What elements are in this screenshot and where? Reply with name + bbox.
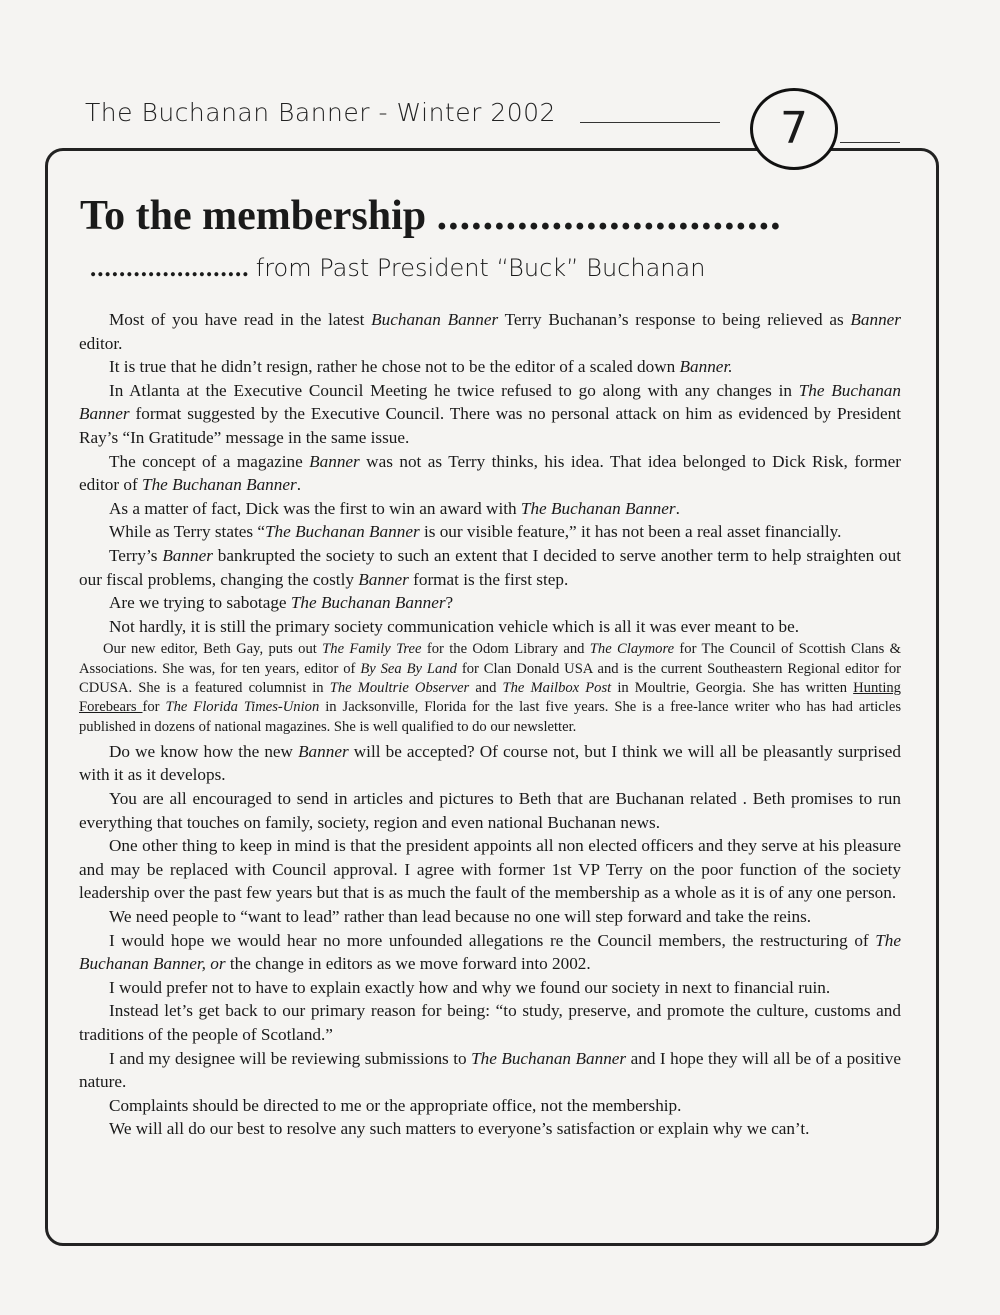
paragraph-text: Complaints should be directed to me or the appropriate office, not the membership. — [109, 1095, 682, 1115]
paragraph-text: As a matter of fact, Dick was the first to win an award with — [109, 498, 521, 518]
paragraph-text: format suggested by the Executive Council. There was no personal attack on him as evidenced by President Ray’s “In Gratitude” message in the same issue. — [79, 404, 901, 447]
article-paragraph — [79, 520, 901, 544]
frame-rule — [840, 142, 900, 143]
article-paragraph — [79, 615, 901, 639]
italic-title-text: By Sea By Land — [360, 660, 457, 677]
article-body — [79, 308, 901, 1141]
article-paragraph — [79, 497, 901, 521]
article-byline — [90, 254, 705, 283]
article-paragraph — [79, 544, 901, 591]
byline-text: from Past President “Buck” Buchanan — [255, 254, 706, 282]
article-paragraph — [79, 379, 901, 450]
byline-leader-dots: ...................... — [90, 255, 250, 282]
article-paragraph — [79, 591, 901, 615]
italic-title-text: Banner. — [679, 357, 733, 377]
paragraph-text: One other thing to keep in mind is that the president appoints all non elected officers and they serve at his pleasure and may be replaced with Council approval. I agree with former 1st VP Terry on the poor function of the society leadership over the past few years but that is as much the fault of the membership as a whole as it is of any one person. — [79, 836, 901, 903]
paragraph-text: You are all encouraged to send in articles and pictures to Beth that are Buchanan related . Beth promises to run everything that touches on family, society, region and even national Buchanan news. — [79, 788, 901, 832]
article-paragraph — [79, 1094, 901, 1118]
paragraph-text: We will all do our best to resolve any such matters to everyone’s satisfaction or explain why we can’t. — [109, 1119, 810, 1139]
italic-title-text: The Buchanan Banner — [142, 475, 297, 495]
article-paragraph — [79, 787, 901, 834]
paragraph-text: Most of you have read in the latest — [109, 310, 372, 329]
paragraph-text: for The Council of Scottish Clans & Associations. She was, for ten years, editor of — [79, 641, 901, 677]
paragraph-text: The concept of a magazine — [109, 451, 310, 471]
paragraph-text: . — [296, 475, 301, 495]
title-text: To the membership — [80, 193, 427, 239]
paragraph-text: will be accepted? Of course not, but I think we will all be pleasantly surprised with it as it develops. — [79, 741, 901, 785]
underlined-title-text: Hunting Forebears — [79, 679, 901, 716]
article-paragraph — [79, 1117, 901, 1141]
editor-bio-paragraph — [79, 640, 901, 736]
paragraph-text: I and my designee will be reviewing submissions to — [109, 1048, 472, 1068]
paragraph-text: for Clan Donald USA and is the current Southeastern Regional editor for CDUSA. She is a featured columnist in — [79, 660, 901, 696]
paragraph-text: format is the first step. — [408, 569, 569, 589]
paragraph-text: bankrupted the society to such an extent that I decided to serve another term to help straighten out our fiscal problems, changing the costly — [79, 545, 901, 589]
paragraph-text: Terry’s — [109, 545, 163, 565]
paragraph-text: I would hope we would hear no more unfounded allegations re the Council members, the restructuring of — [109, 930, 876, 950]
article-paragraph — [79, 308, 901, 355]
paragraph-text: Not hardly, it is still the primary society communication vehicle which is all it was ever meant to be. — [109, 616, 800, 636]
italic-title-text: The Buchanan Banner — [520, 498, 676, 518]
paragraph-text: We need people to “want to lead” rather than lead because no one will step forward and take the reins. — [109, 906, 812, 926]
paragraph-text: for the Odom Library and — [421, 641, 590, 658]
page-number: 7 — [750, 88, 838, 170]
italic-title-text: Banner — [162, 545, 213, 565]
italic-title-text: Banner — [309, 451, 360, 471]
article-paragraph — [79, 929, 901, 976]
paragraph-text: Do we know how the new — [109, 741, 299, 761]
italic-title-text: The Buchanan Banner — [471, 1048, 627, 1068]
paragraph-text: In Atlanta at the Executive Council Meeting he twice refused to go along with any changes in — [109, 380, 799, 400]
article-title — [80, 192, 782, 240]
article-paragraph — [79, 905, 901, 929]
running-header: The Buchanan Banner - Winter 2002 — [85, 98, 556, 127]
italic-title-text: Banner — [358, 569, 409, 589]
italic-title-text: The Moultrie Observer — [329, 679, 470, 696]
paragraph-text: ? — [445, 593, 454, 613]
italic-title-text: Banner — [850, 310, 901, 329]
paragraph-text: I would prefer not to have to explain exactly how and why we found our society in next to financial ruin. — [109, 977, 831, 997]
italic-title-text: The Mailbox Post — [502, 679, 612, 696]
article-paragraph — [79, 999, 901, 1046]
italic-title-text: The Buchanan Banner — [264, 522, 420, 542]
article-paragraph — [79, 834, 901, 905]
article-paragraph — [79, 740, 901, 787]
italic-title-text: The Buchanan Banner — [290, 593, 446, 613]
paragraph-text: and I hope they will all be of a positive nature. — [79, 1048, 901, 1092]
title-leader-dots: .............................. — [436, 193, 782, 239]
paragraph-text: for — [142, 699, 166, 716]
paragraph-text: the change in editors as we move forward into 2002. — [225, 954, 591, 974]
paragraph-text: Terry Buchanan’s response to being relieved as — [498, 310, 851, 329]
paragraph-text: and — [469, 679, 503, 696]
paragraph-text: Our new editor, Beth Gay, puts out — [103, 641, 323, 658]
article-paragraph — [79, 1047, 901, 1094]
paragraph-text: Instead let’s get back to our primary reason for being: “to study, preserve, and promote the culture, customs and traditions of the people of Scotland.” — [79, 1001, 901, 1044]
italic-title-text: The Family Tree — [322, 641, 422, 658]
italic-title-text: The Buchanan Banner — [79, 380, 901, 424]
paragraph-text: in Jacksonville, Florida for the last five years. She is a free-lance writer who has had articles published in dozens of national magazines. She is well qualified to do our newsletter. — [79, 699, 901, 735]
paragraph-text: editor. — [79, 333, 123, 353]
article-paragraph — [79, 976, 901, 1000]
italic-title-text: Buchanan Banner — [371, 310, 499, 329]
paragraph-text: . — [675, 498, 680, 518]
italic-title-text: The Buchanan Banner, or — [79, 930, 901, 974]
paragraph-text: Are we trying to sabotage — [109, 593, 291, 613]
italic-title-text: The Florida Times-Union — [165, 699, 320, 716]
header-rule — [580, 122, 720, 123]
paragraph-text: It is true that he didn’t resign, rather he chose not to be the editor of a scaled down — [109, 357, 680, 377]
italic-title-text: Banner — [298, 741, 349, 761]
paragraph-text: is our visible feature,” it has not been a real asset financially. — [419, 522, 842, 542]
article-paragraph — [79, 355, 901, 379]
article-paragraph — [79, 450, 901, 497]
paragraph-text: was not as Terry thinks, his idea. That idea belonged to Dick Risk, former editor of — [79, 451, 901, 495]
italic-title-text: The Claymore — [589, 641, 675, 658]
paragraph-text: While as Terry states “ — [109, 522, 265, 542]
paragraph-text: in Moultrie, Georgia. She has written — [611, 679, 854, 696]
